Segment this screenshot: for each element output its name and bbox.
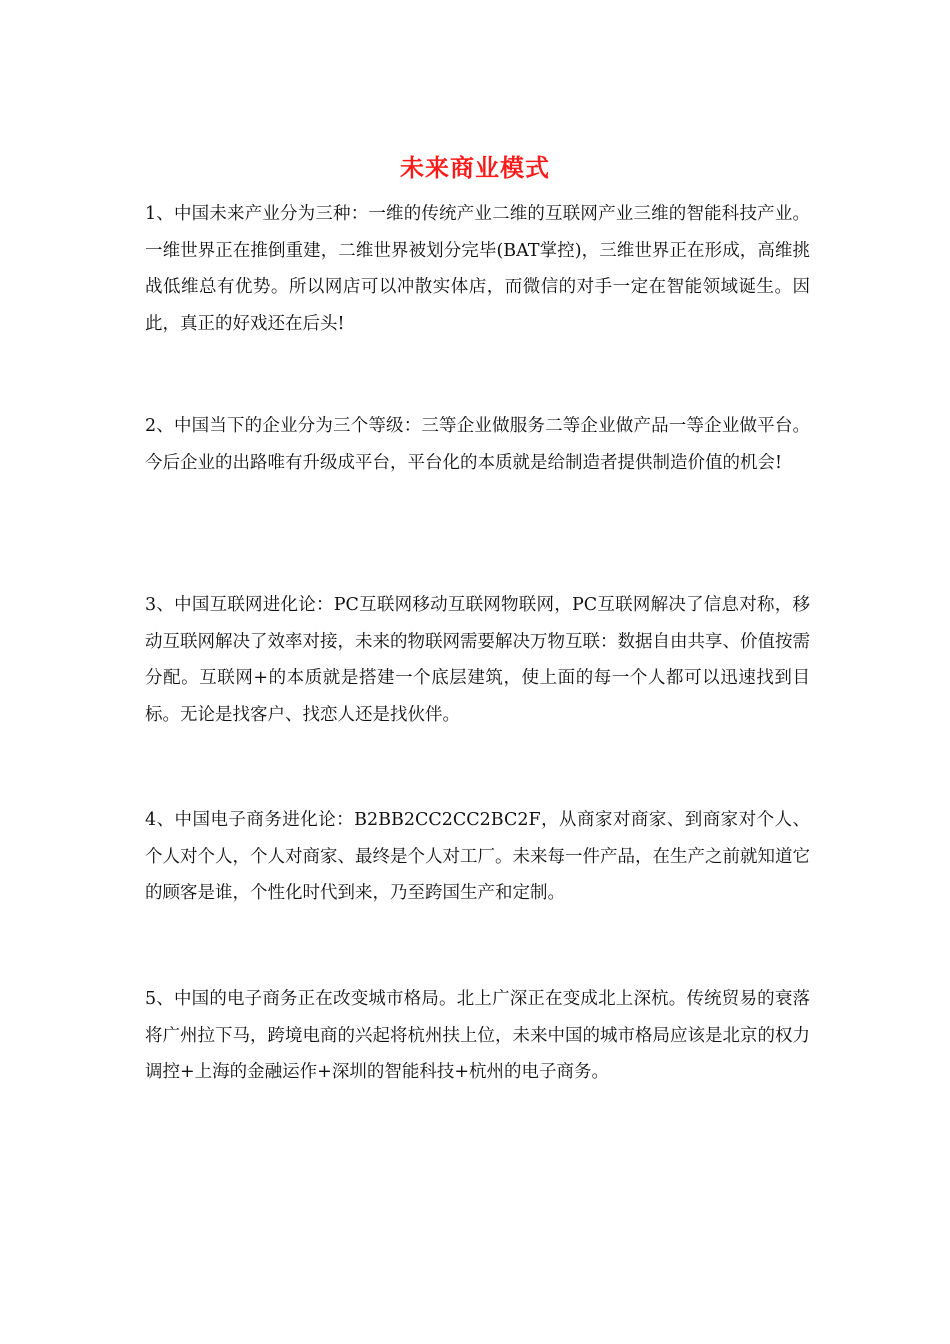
paragraph-3: 3、中国互联网进化论：PC互联网移动互联网物联网，PC互联网解决了信息对称，移动互联网解决了效率对接，未来的物联网需要解决万物互联：数据自由共享、价值按需分配。互联网+的本质就是搭建一个底层建筑，使上面的每一个人都可以迅速找到目标。无论是找客户、找恋人还是找伙伴。 [145,595,810,725]
paragraph-5: 5、中国的电子商务正在改变城市格局。北上广深正在变成北上深杭。传统贸易的衰落将广州拉下马，跨境电商的兴起将杭州扶上位，未来中国的城市格局应该是北京的权力调控+上海的金融运作+深圳的智能科技+杭州的电子商务。 [145,989,810,1082]
paragraph-4: 4、中国电子商务进化论：B2BB2CC2CC2BC2F，从商家对商家、到商家对个人、个人对个人，个人对商家、最终是个人对工厂。未来每一件产品，在生产之前就知道它的顾客是谁，个性化时代到来，乃至跨国生产和定制。 [145,810,810,903]
paragraph-2: 2、中国当下的企业分为三个等级：三等企业做服务二等企业做产品一等企业做平台。今后企业的出路唯有升级成平台，平台化的本质就是给制造者提供制造价值的机会! [145,416,810,473]
paragraph-1: 1、中国未来产业分为三种：一维的传统产业二维的互联网产业三维的智能科技产业。一维世界正在推倒重建，二维世界被划分完毕(BAT掌控)，三维世界正在形成，高维挑战低维总有优势。所以网店可以冲散实体店，而微信的对手一定在智能领域诞生。因此，真正的好戏还在后头! [145,204,810,334]
document-title: 未来商业模式 [400,153,550,182]
